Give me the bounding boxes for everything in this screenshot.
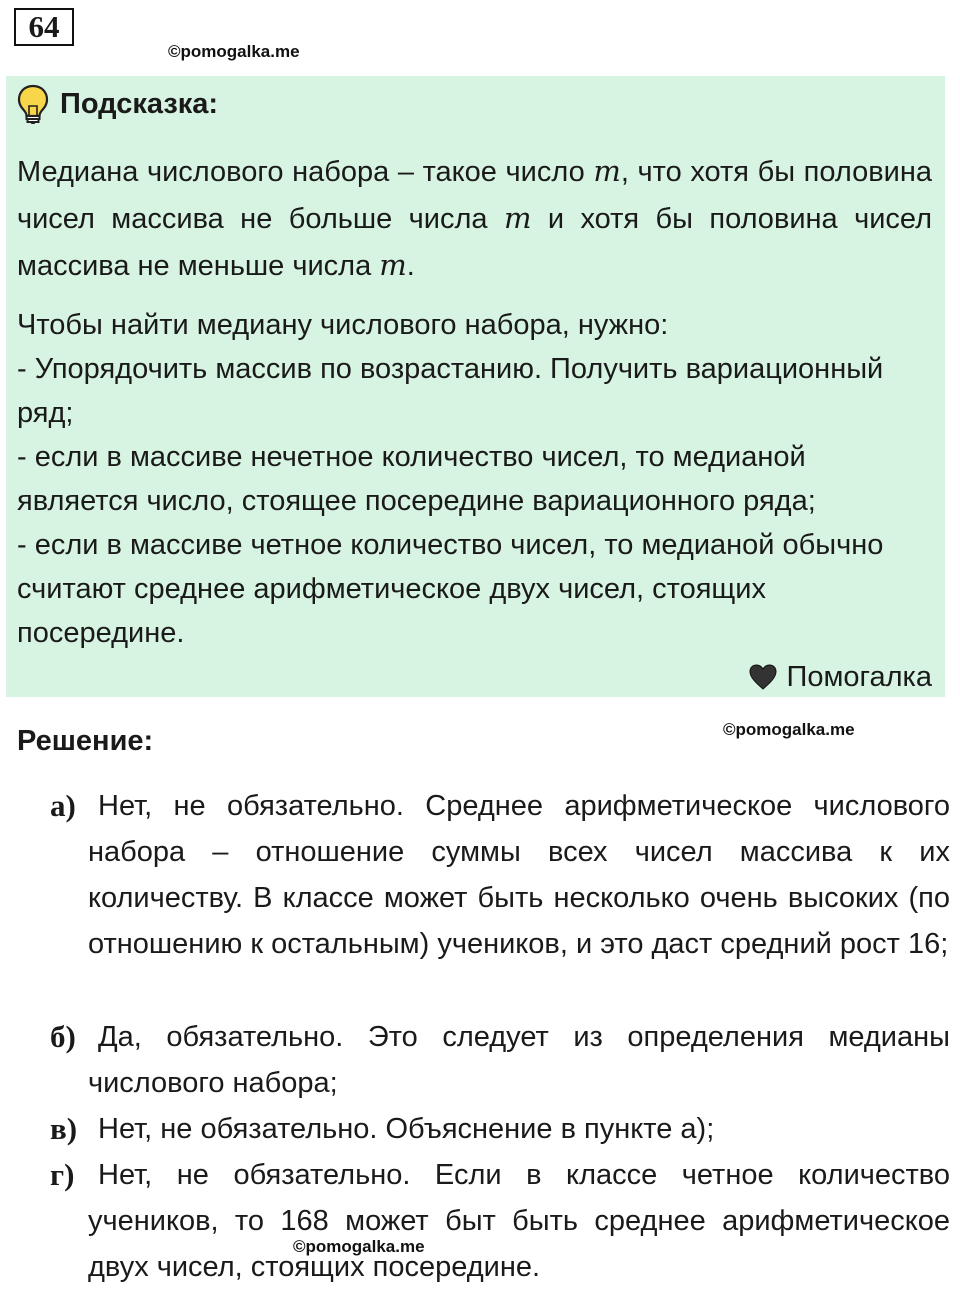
item-marker: а) xyxy=(50,788,76,823)
item-text: Нет, не обязательно. Если в классе четное количество учеников, то 168 может быт быть среднее арифметическое двух чисел, стоящих посередине. xyxy=(88,1159,950,1283)
math-variable: m xyxy=(593,154,621,188)
step-even: - если в массиве четное количество чисел, то медианой обычно считают среднее арифметическое двух чисел, стоящих посередине. xyxy=(17,529,884,649)
solution-item-g xyxy=(50,1152,950,1290)
item-marker: в) xyxy=(50,1111,78,1146)
item-text: Да, обязательно. Это следует из определения медианы числового набора; xyxy=(88,1021,950,1099)
math-variable: m xyxy=(503,201,532,235)
steps-intro: Чтобы найти медиану числового набора, нужно: xyxy=(17,309,669,341)
step-sort: - Упорядочить массив по возрастанию. Получить вариационный ряд; xyxy=(17,353,884,429)
solution-item-v xyxy=(50,1106,950,1152)
watermark: ©pomogalka.me xyxy=(723,720,855,739)
solution-item-a xyxy=(50,783,950,967)
solution-item-b xyxy=(50,1014,950,1106)
watermark: ©pomogalka.me xyxy=(168,42,300,61)
item-text: Нет, не обязательно. Объяснение в пункте а); xyxy=(98,1113,715,1145)
signature xyxy=(749,657,932,697)
step-odd: - если в массиве нечетное количество чисел, то медианой является число, стоящее посередине вариационного ряда; xyxy=(17,441,816,517)
hint-title: Подсказка: xyxy=(60,87,219,120)
problem-number: 64 xyxy=(14,8,74,46)
lightbulb-icon xyxy=(16,84,50,124)
hint-header xyxy=(16,84,218,124)
math-variable: m xyxy=(379,248,407,282)
item-text: Нет, не обязательно. Среднее арифметическое числового набора – отношение суммы всех чисел массива к их количеству. В классе может быть несколько очень высоких (по отношению к остальным) учеников, и это даст средний рост 16; xyxy=(88,790,950,960)
watermark: ©pomogalka.me xyxy=(293,1237,425,1256)
item-marker: б) xyxy=(50,1019,76,1054)
heart-icon xyxy=(749,664,777,690)
solution-title: Решение: xyxy=(17,725,154,757)
item-marker: г) xyxy=(50,1157,75,1192)
median-steps xyxy=(17,303,932,655)
median-definition: Медиана числового набора – такое число m, что хотя бы половина чисел массива не больше числа m и хотя бы половина чисел массива не меньше числа m. xyxy=(17,154,932,282)
signature-text: Помогалка xyxy=(786,660,932,693)
